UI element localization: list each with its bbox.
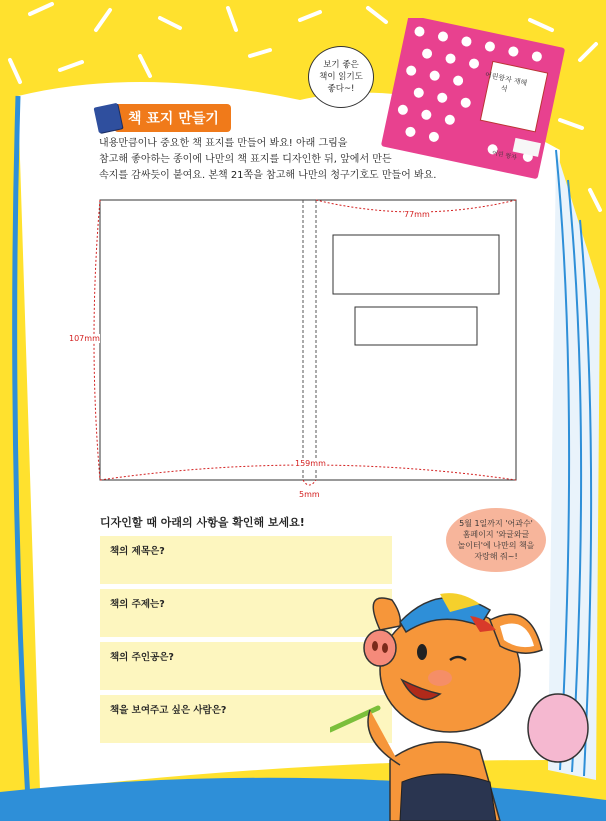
pig-character-illustration [330, 560, 600, 821]
question-label: 책의 제목은? [110, 546, 165, 557]
speech-bubble: 보기 좋은 책이 읽기도 좋다~! [308, 46, 374, 108]
intro-line: 내용만큼이나 중요한 책 표지를 만들어 봐요! 아래 그림을 [99, 138, 348, 149]
question-label: 책의 주제는? [110, 599, 165, 610]
section-title: 책 표지 만들기 [114, 104, 231, 132]
intro-line: 참고해 좋아하는 종이에 나만의 책 표지를 디자인한 뒤, 앞에서 만든 [99, 154, 392, 165]
question-label: 책의 주인공은? [110, 652, 174, 663]
question-label: 책을 보여주고 싶은 사람은? [110, 705, 227, 716]
promo-bubble: 5월 1일까지 '어과수' 홈페이지 '와글와글 놀이터'에 나만의 책을 자랑해 줘~! [446, 508, 546, 572]
cover-outline [100, 200, 516, 480]
sample-book-title: 어린왕자 재해석 [484, 70, 528, 94]
sample-book-tag: 어린 왕자 [491, 149, 518, 162]
checklist-title: 디자인할 때 아래의 사항을 확인해 보세요! [100, 516, 305, 529]
intro-line: 속지를 감싸듯이 붙여요. 본책 21쪽을 참고해 나만의 청구기호도 만들어 봐요. [99, 170, 437, 181]
spine-arc [303, 480, 316, 485]
width-dimension: 159mm [295, 459, 326, 468]
book-icon [94, 103, 123, 133]
height-dimension: 107mm [69, 334, 100, 343]
flap-dimension: 77mm [404, 210, 430, 219]
spine-dimension: 5mm [299, 490, 320, 499]
